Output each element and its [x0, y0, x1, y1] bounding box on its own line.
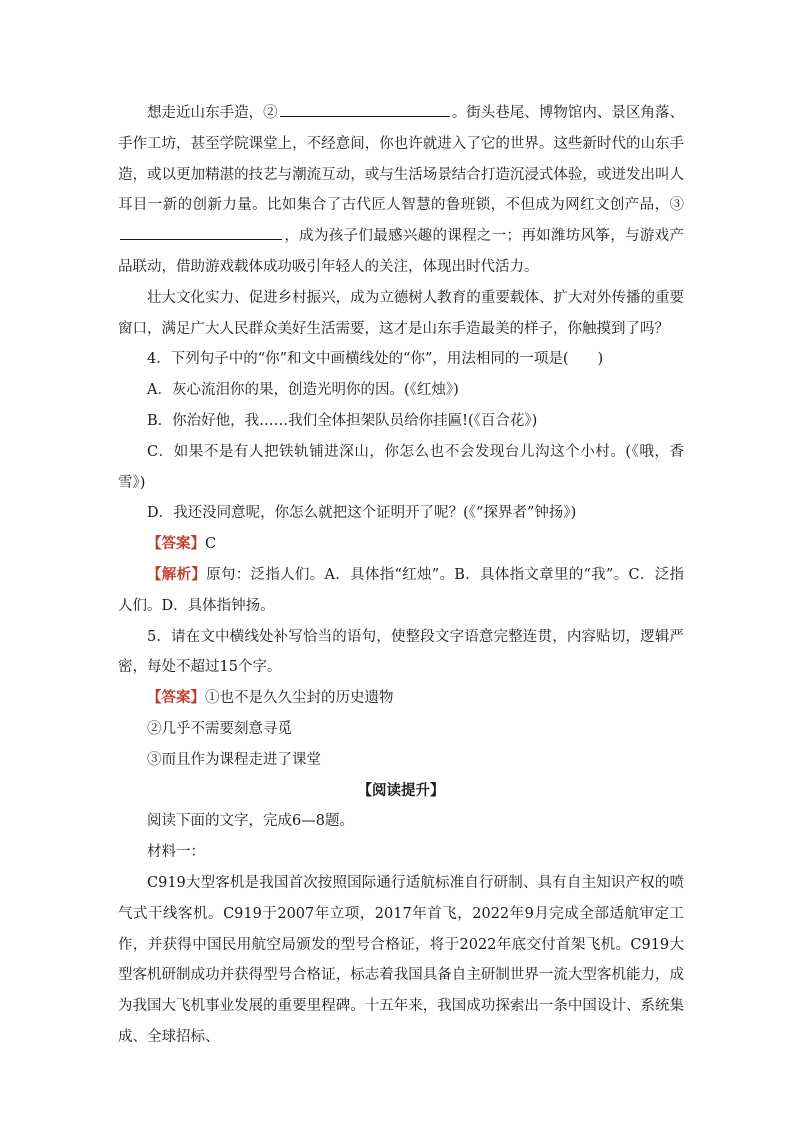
passage-text: 想走近山东手造，②: [147, 105, 278, 121]
answer-tag: 【答案】: [147, 535, 205, 553]
question-4-answer: [118, 529, 684, 560]
answer-value: C: [205, 536, 217, 553]
question-5-stem: 5．请在文中横线处补写恰当的语句，使整段文字语意完整连贯，内容贴切，逻辑严密，每处不超过15个字。: [118, 628, 684, 676]
document-body: [118, 98, 684, 1053]
material-paragraph: C919大型客机是我国首次按照国际通行适航标准自行研制、具有自主知识产权的喷气式干线客机。C919于2007年立项，2017年首飞，2022年9月完成全部适航审定工作，并获得中国民用航空局颁发的型号合格证，将于2022年底交付首架飞机。C919大型客机研制成功并获得型号合格证，标志着我国具备自主研制世界一流大型客机能力，成为我国大飞机事业发展的重要里程碑。十五年来，我国成功探索出一条中国设计、系统集成、全球招标、: [118, 874, 684, 1045]
question-4-analysis: [118, 560, 684, 622]
answer-tag: 【答案】: [147, 689, 205, 707]
analysis-tag: 【解析】: [147, 565, 207, 583]
blank-marker-3: ③: [669, 197, 684, 214]
material-label: 材料一：: [147, 844, 205, 861]
question-4-option-b: B．你治好他，我……我们全体担架队员给你挂匾!(《百合花》): [147, 412, 538, 429]
passage-text: 。街头巷尾、博物馆内、景区角落、手作工坊，甚至学院课堂上，不经意间，你也许就进入了它的世界。这些新时代的山东手造，或以更加精湛的技艺与潮流互动，或与生活场景结合打造沉浸式体验，或迸发出叫人耳目一新的创新力量。比如集合了古代匠人智慧的鲁班锁，不但成为网红文创产品，: [118, 105, 685, 214]
question-5-answer-2: ②几乎不需要刻意寻觅: [147, 720, 292, 737]
analysis-text: 原句：泛指人们。A．具体指“红烛”。B．具体指文章里的“我”。C．泛指人们。D．具体指钟扬。: [118, 566, 684, 614]
section-instruction: 阅读下面的文字，完成6—8题。: [147, 813, 354, 830]
question-4-option-d: D．我还没同意呢，你怎么就把这个证明开了呢？(《“探界者”钟扬》): [147, 505, 577, 522]
answer-value: ①也不是久久尘封的历史遗物: [205, 690, 394, 707]
question-4-stem: 4．下列句子中的“你”和文中画横线处的“你”，用法相同的一项是( ): [147, 351, 604, 368]
passage-paragraph-2: 壮大文化实力、促进乡村振兴，成为立德树人教育的重要载体、扩大对外传播的重要窗口，满足广大人民群众美好生活需要，这才是山东手造最美的样子，你触摸到了吗？: [118, 289, 684, 337]
passage-paragraph-1: [118, 98, 684, 283]
fill-blank-3: [120, 223, 282, 240]
question-5-answer-1: [118, 683, 684, 714]
question-4-option-c: C．如果不是有人把铁轨铺进深山，你怎么也不会发现台儿沟这个小村。(《哦，香雪》): [118, 443, 684, 491]
passage-text: ，成为孩子们最感兴趣的课程之一；再如潍坊风筝，与游戏产品联动，借助游戏载体成功吸引年轻人的关注，体现出时代活力。: [118, 228, 684, 275]
section-title: 【阅读提升】: [357, 781, 445, 799]
question-5-answer-3: ③而且作为课程走进了课堂: [147, 751, 321, 768]
question-4-option-a: A．灰心流泪你的果，创造光明你的因。(《红烛》): [147, 382, 459, 399]
fill-blank-2: [280, 100, 450, 117]
